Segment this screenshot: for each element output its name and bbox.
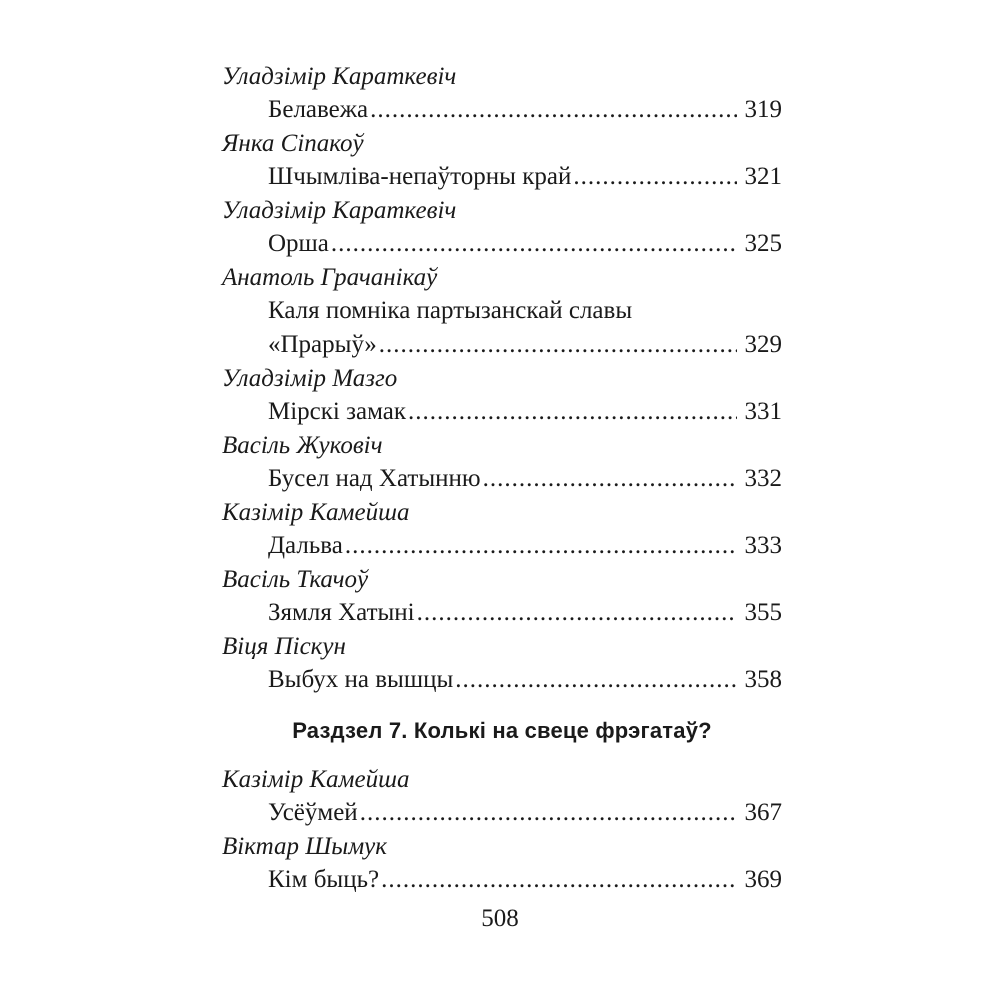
entry-author: Уладзімір Мазго [222, 365, 398, 392]
entry-body [222, 395, 782, 429]
entry-title-line [268, 663, 782, 697]
entry-title: Кім быць? [268, 866, 380, 893]
entry-body [222, 93, 782, 127]
toc-part-2 [222, 763, 782, 897]
toc-part-1 [222, 60, 782, 697]
entry-title-line [268, 529, 782, 563]
entry-page-number: 367 [744, 799, 782, 826]
dot-leader [370, 93, 736, 127]
dot-leader [483, 462, 737, 496]
toc-entry [222, 127, 782, 194]
dot-leader [360, 796, 737, 830]
entry-title: Усёўмей [268, 799, 358, 826]
toc-entry [222, 763, 782, 830]
toc-entry [222, 194, 782, 261]
entry-author: Васіль Ткачоў [222, 566, 369, 593]
entry-title-line [268, 160, 782, 194]
entry-title-line [268, 796, 782, 830]
entry-page-number: 332 [744, 465, 782, 492]
dot-leader [417, 596, 737, 630]
dot-leader [345, 529, 737, 563]
entry-author: Казімір Камейша [222, 499, 410, 526]
entry-page-number: 321 [744, 163, 782, 190]
toc-entry [222, 563, 782, 630]
dot-leader [573, 160, 736, 194]
entry-title: Выбух на вышцы [268, 666, 454, 693]
entry-author: Віктар Шымук [222, 833, 387, 860]
entry-body [222, 160, 782, 194]
toc-entry [222, 496, 782, 563]
toc-entry [222, 261, 782, 362]
dot-leader [455, 663, 736, 697]
toc-entry [222, 362, 782, 429]
entry-author: Віця Піскун [222, 633, 346, 660]
entry-body [222, 529, 782, 563]
entry-title-line [268, 863, 782, 897]
entry-title: Зямля Хатыні [268, 599, 415, 626]
entry-body [222, 663, 782, 697]
entry-page-number: 369 [744, 866, 782, 893]
entry-title-line [268, 395, 782, 429]
entry-author: Васіль Жуковіч [222, 432, 383, 459]
toc-entry [222, 60, 782, 127]
dot-leader [381, 863, 736, 897]
entry-title-line [268, 596, 782, 630]
entry-title: Белавежа [268, 96, 369, 123]
entry-title-line [268, 294, 782, 328]
toc-entry [222, 830, 782, 897]
dot-leader [331, 227, 737, 261]
entry-body [222, 863, 782, 897]
entry-title: Бусел над Хатынню [268, 465, 481, 492]
entry-title: Шчымліва-непаўторны край [268, 163, 572, 190]
entry-author: Уладзімір Караткевіч [222, 197, 457, 224]
entry-page-number: 329 [744, 331, 782, 358]
entry-title-line [268, 227, 782, 261]
entry-title: «Прарыў» [268, 331, 377, 358]
entry-title: Дальва [268, 532, 343, 559]
entry-title: Орша [268, 230, 329, 257]
entry-author: Казімір Камейша [222, 766, 410, 793]
toc-entry [222, 630, 782, 697]
entry-page-number: 319 [744, 96, 782, 123]
table-of-contents [222, 60, 782, 897]
entry-page-number: 325 [744, 230, 782, 257]
entry-title: Каля помніка партызанскай славы [268, 297, 633, 324]
section-heading: Раздзел 7. Колькі на свеце фрэгатаў? [292, 718, 712, 743]
entry-body [222, 462, 782, 496]
toc-entry [222, 429, 782, 496]
entry-body [222, 796, 782, 830]
entry-body [222, 227, 782, 261]
dot-leader [408, 395, 737, 429]
entry-author: Анатоль Грачанікаў [222, 264, 438, 291]
entry-title-line [268, 328, 782, 362]
entry-page-number: 358 [744, 666, 782, 693]
entry-author: Уладзімір Караткевіч [222, 63, 457, 90]
entry-author: Янка Сіпакоў [222, 130, 364, 157]
page-number: 508 [481, 905, 519, 932]
entry-title-line [268, 462, 782, 496]
dot-leader [379, 328, 737, 362]
entry-body [222, 596, 782, 630]
entry-page-number: 333 [744, 532, 782, 559]
entry-page-number: 355 [744, 599, 782, 626]
entry-title: Мірскі замак [268, 398, 406, 425]
entry-body [222, 294, 782, 362]
entry-title-line [268, 93, 782, 127]
entry-page-number: 331 [744, 398, 782, 425]
